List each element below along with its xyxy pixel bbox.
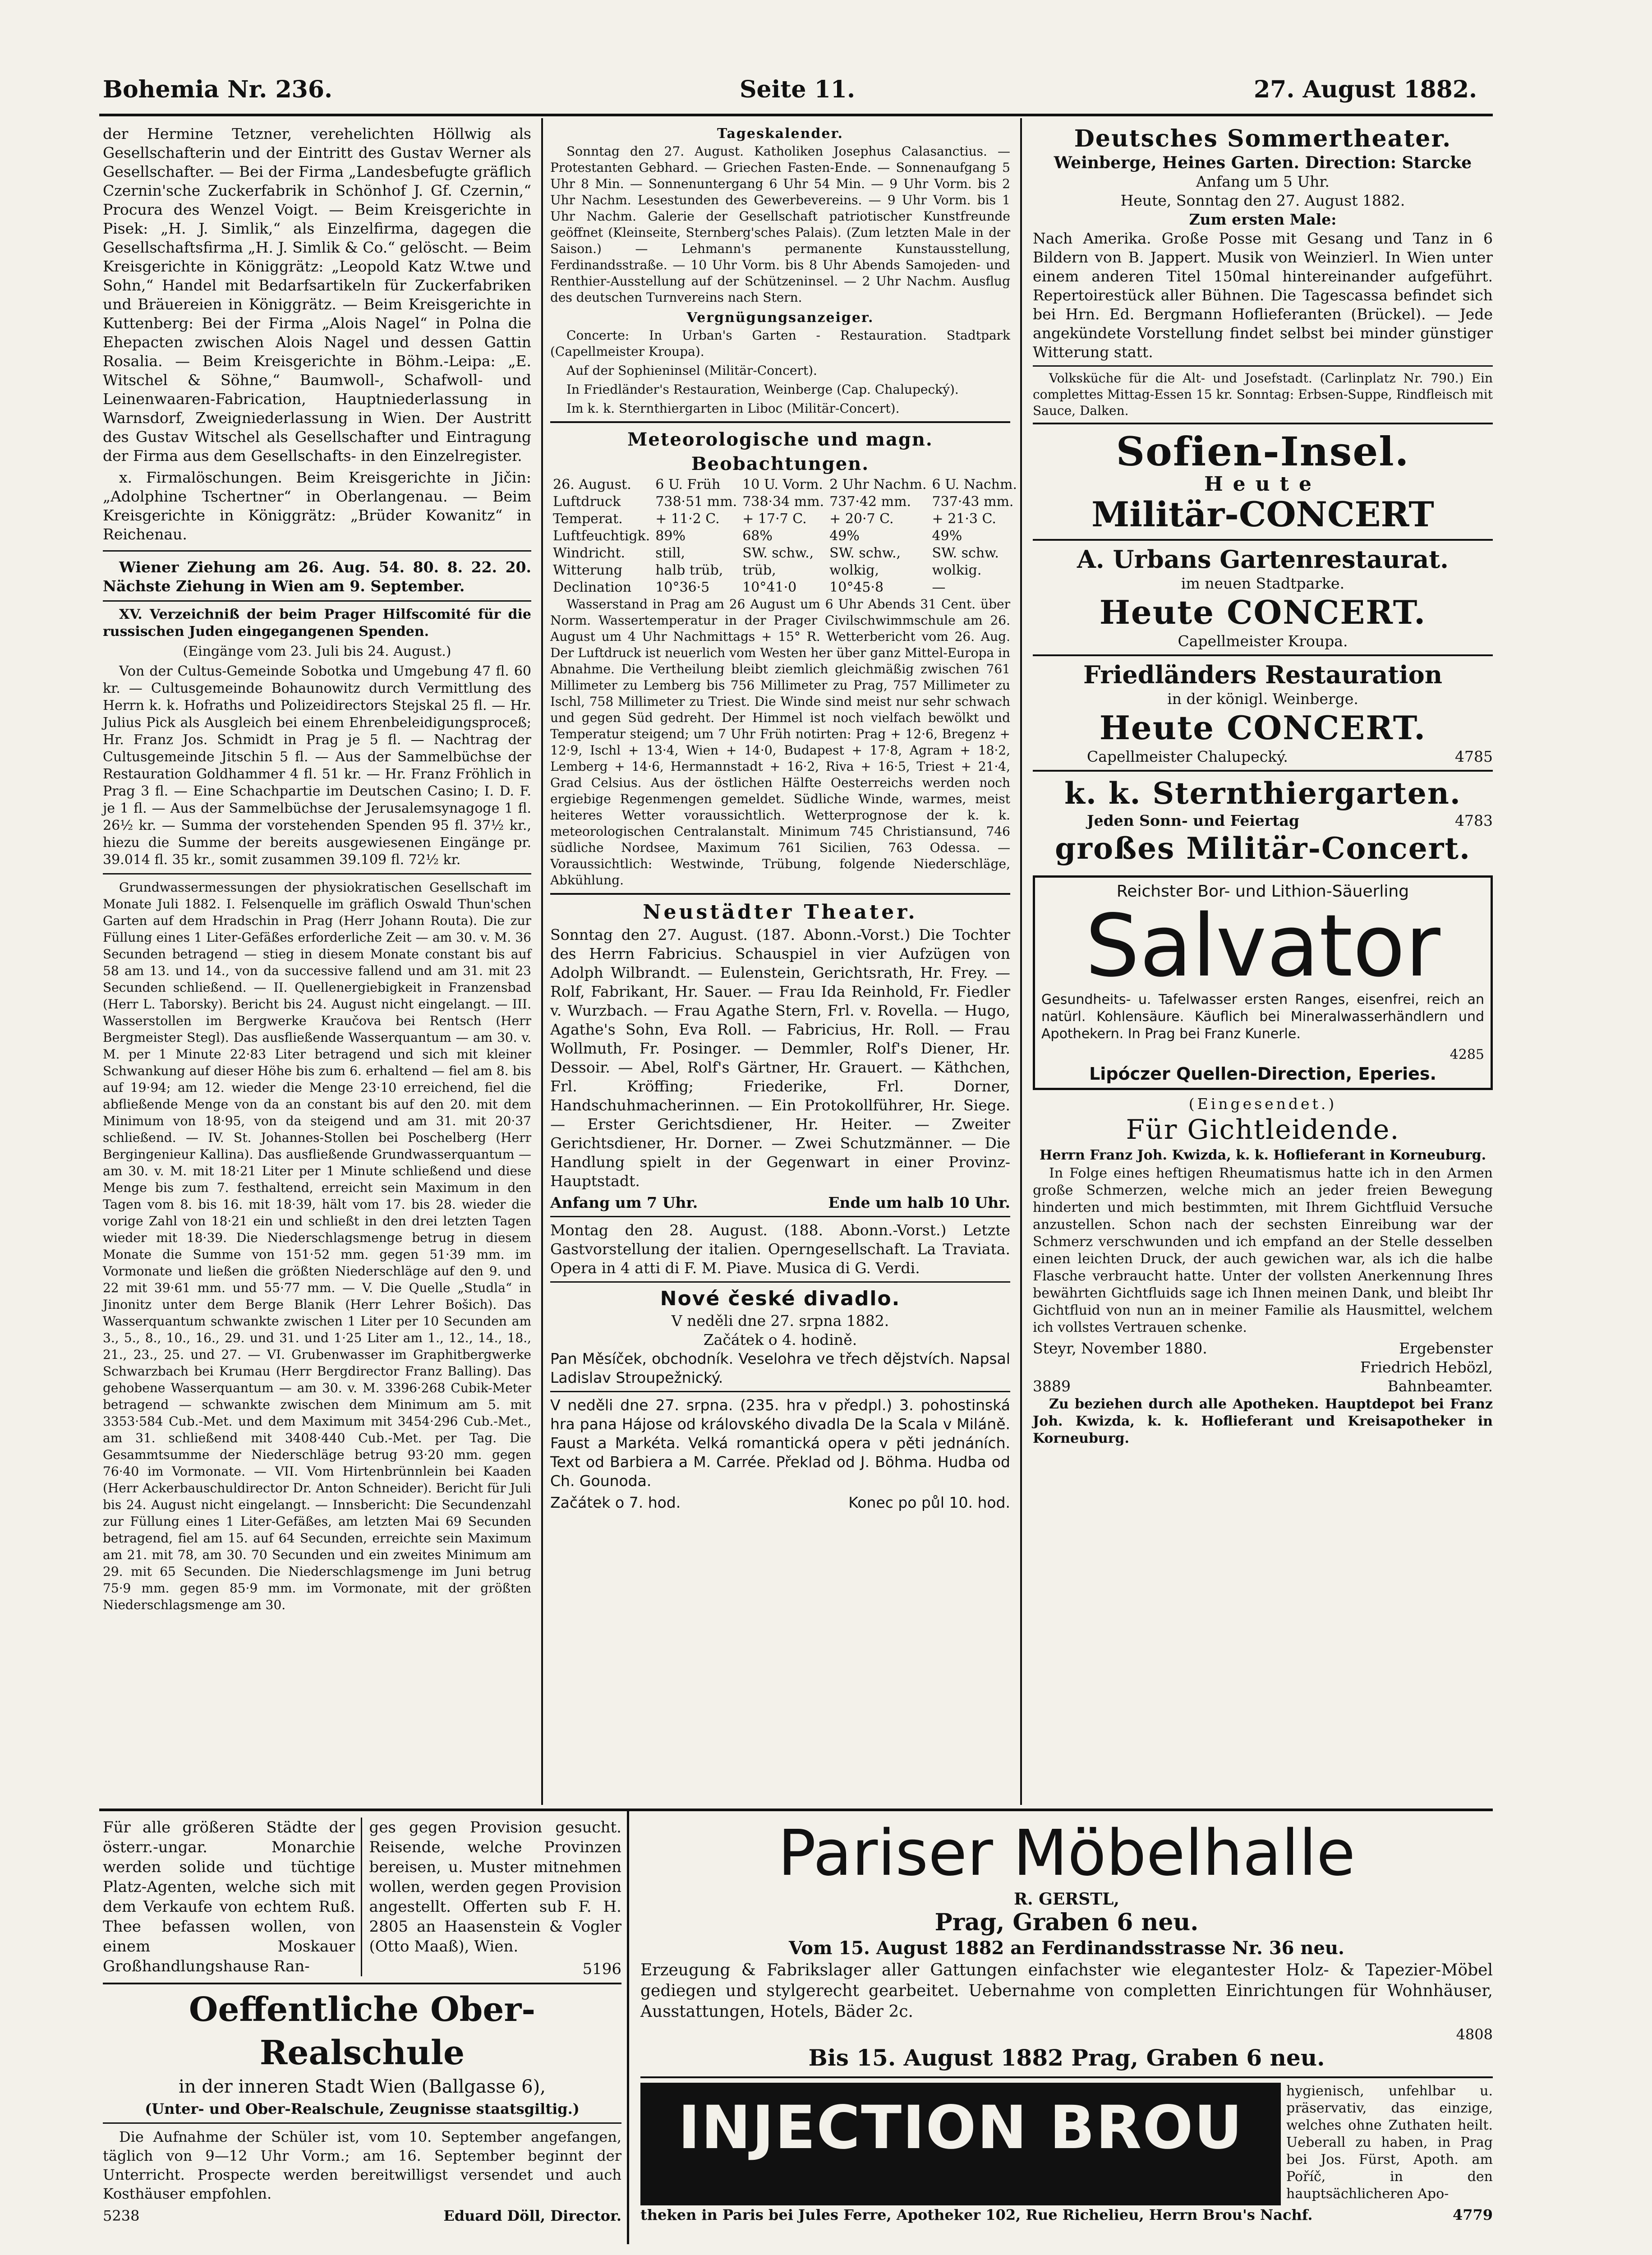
czech-start-2: Začátek o 7. hod.	[550, 1494, 681, 1511]
fried-title: Friedländers Restauration	[1083, 660, 1442, 689]
brou-num: 4779	[1452, 2206, 1493, 2223]
school-sign: Eduard Döll, Director.	[443, 2207, 621, 2224]
divider	[1033, 423, 1493, 424]
table-row: Witterung halb trüb, trüb, wolkig, wolkig.	[553, 562, 982, 578]
theatre-start: Anfang um 7 Uhr.	[550, 1194, 698, 1211]
gicht-num-row	[1033, 1377, 1493, 1396]
amusement-line: Concerte: In Urban's Garten - Restauration. Stadtpark (Capellmeister Kroupa).	[550, 328, 1010, 359]
divider	[550, 1216, 1010, 1217]
theatre-title: Neustädter Theater.	[643, 901, 918, 924]
salvator-name: Salvator	[1085, 896, 1440, 996]
brou-footer-row	[640, 2205, 1493, 2224]
lottery-results: Wiener Ziehung am 26. Aug. 54. 80. 8. 22. 20. Nächste Ziehung in Wien am 9. September.	[103, 558, 531, 595]
czech-date: V neděli dne 27. srpna 1882.	[671, 1312, 889, 1330]
theatre-end: Ende um halb 10 Uhr.	[828, 1194, 1010, 1211]
groundwater-report: Grundwassermessungen der physiokratischen Gesellschaft im Monate Juli 1882. I. Felsenquelle im gräflich Oswald Thun'schen Garten auf dem Hradschin in Prag (Herr Johann Routa). Die zur Füllung eines 1 Liter-Gefäßes erforderliche Zeit — am 30. v. M. 36 Secunden betragend — stieg in diesem Monate constant bis auf 58 am 13. und 14., von da successive fallend und am 31. mit 23 Secunden schließend. — II. Quellenergiebigkeit in Franzensbad (Herr L. Taborsky). Bericht bis 24. August nicht eingelangt. — III. Wasserstollen im Bergwerke Kraučova bei Rentsch (Herr Bergmeister Stegl). Das ausfließende Wasserquantum — am 30. v. M. per 1 Minute 22·83 Liter betragend und sich mit kleiner Schwankung auf dieser Höhe bis zum 6. erhaltend — fiel am 8. bis auf 19·94; am 12. wieder die Menge 23·10 erreichend, fiel die abfließende Menge von da an constant bis auf den 20. mit dem Minimum von 18·95, von da steigend und am 31. mit 20·37 schließend. — IV. St. Johannes-Stollen bei Poschelberg (Herr Bergingenieur Kallina). Das ausfließende Grundwasserquantum — am 30. v. M. mit 18·21 Liter per 1 Minute schließend und diese Menge bis zum 7. festhaltend, erreicht sein Maximum in den Tagen vom 8. bis 16. mit 18·39, hält vom 17. bis 28. wieder die vorige Zahl von 18·21 ein und schließt in den drei letzten Tagen wieder mit 18·39. Die Niederschlagsmenge betrug in diesem Monate die Summe von 151·52 mm. gegen 51·39 mm. im Vormonate und ließen die größten Niederschläge auf den 9. und 22 mit 39·61 mm. und 55·77 mm. — V. Die Quelle „Studla“ in Jinonitz unter dem Berge Blanik (Herr Lehrer Bošich). Das Wasserquantum schwankte zwischen 1 Liter per 10 Secunden am 3., 5., 8., 10., 16., 29. und 31. und 1·25 Liter am 1., 12., 14., 18., 21., 23., 25. und 27. — VI. Grubenwasser im Graphitbergwerke Schwarzbach bei Krumau (Herr Bergdirector Franz Balling). Das gehobene Wasserquantum — am 30. v. M. 3396·268 Cubik-Meter betragend — schwankte zwischen dem Minimum am 5. mit 3353·584 Cub.-Met. und dem Maximum mit 3454·296 Cub.-Met., am 31. schließend mit 3408·440 Cub.-Met. per Tag. Die Gesammtsumme der Niederschläge betrug 93·20 mm. gegen 76·40 im Vormonate. — VII. Vom Hirtenbrünnlein bei Kaaden (Herr Ackerbauschuldirector Dr. Anton Schneider). Bericht für Juli bis 24. August nicht eingelangt. — Innsbericht: Die Secundenzahl zur Füllung eines 1 Liter-Gefäßes, am letzten Mai 69 Secunden betragend, fiel am 15. auf 64 Secunden, erreichte sein Maximum am 21. mit 78, am 30. 70 Secunden und ein zweites Minimum am 29. mit 65 Secunden. Die Niederschlagsmenge im Juni betrug 75·9 mm. gegen 85·9 mm. im Vormonate, mit der größten Niederschlagsmenge am 30.	[103, 880, 531, 1612]
summer-theatre-sub: Weinberge, Heines Garten. Direction: Starcke	[1054, 153, 1472, 172]
moebel-title: Pariser Möbelhalle	[778, 1817, 1356, 1890]
firm-deletions: x. Firmalöschungen. Beim Kreisgerichte in Jičin: „Adolphine Tschertner“ in Oberlangenau. — Beim Kreisgerichte in Königgrätz: „Brüder Kowanitz“ in Reichenau.	[103, 469, 531, 543]
sofien-title: Sofien-Insel.	[1116, 428, 1410, 475]
gicht-address: Herrn Franz Joh. Kwizda, k. k. Hoflieferant in Korneuburg.	[1039, 1147, 1486, 1163]
brou-side: hygienisch, unfehlbar u. präservativ, das einzige, welches ohne Zuthaten heilt. Ueberall zu haben, in Prag bei Jos. Fürst, Apoth. am Poříč, in den hauptsächlicheren Apo-	[1286, 2083, 1493, 2202]
bottom-rule	[99, 1809, 1493, 1811]
divider	[1033, 770, 1493, 772]
table-row: Luftdruck 738·51 mm. 738·34 mm. 737·42 mm. 737·43 mm.	[553, 494, 1014, 510]
school-sub2: (Unter- und Ober-Realschule, Zeugnisse staatsgiltig.)	[145, 2100, 580, 2117]
salvator-direction: Lipóczer Quellen-Direction, Eperies.	[1089, 1064, 1436, 1084]
divider	[103, 1983, 621, 1984]
moebel-ad	[640, 1818, 1493, 2224]
divider	[550, 893, 1010, 895]
moebel-city: Prag, Graben 6 neu.	[934, 1909, 1199, 1936]
urban-title: A. Urbans Gartenrestaurat.	[1077, 545, 1449, 574]
summer-theatre-title: Deutsches Sommertheater.	[1074, 125, 1452, 152]
divider	[550, 421, 1010, 423]
salvator-num: 4285	[1450, 1047, 1484, 1063]
fried-heute: Heute CONCERT.	[1099, 709, 1427, 747]
czech-play: Pan Měsíček, obchodník. Veselohra ve třech dějstvích. Napsal Ladislav Stroupežnický.	[550, 1350, 1010, 1386]
column-rule-1	[541, 118, 543, 1805]
gicht-sign1: Ergebenster	[1399, 1339, 1493, 1357]
school-text: Die Aufnahme der Schüler ist, vom 10. September angefangen, täglich von 9—12 Uhr Vorm.; am 16. September beginnt der Unterricht. Prospecte werden bereitwilligst versendet und auch Kosthäuser empfohlen.	[103, 2128, 621, 2202]
czech-theatre-title: Nové české divadlo.	[660, 1287, 901, 1310]
school-footer	[103, 2206, 621, 2226]
column-rule-2	[1020, 118, 1022, 1805]
donations-subtitle: (Eingänge vom 23. Juli bis 24. August.)	[183, 644, 451, 659]
stern-title: k. k. Sternthiergarten.	[1064, 776, 1461, 811]
moebel-num: 4808	[1456, 2026, 1493, 2043]
gicht-text: In Folge eines heftigen Rheumatismus hatte ich in den Armen große Schmerzen, welche mich an jeder freien Bewegung hinderten und mich bestimmten, mit Ihrem Gichtfluid Versuche anzustellen. Schon nach der sechsten Einreibung war der Schmerz verschwunden und ich empfand an der Stelle desselben einen leichten Druck, der auch gewichen war, als ich die halbe Flasche verbraucht hatte. Unter der vollsten Anerkennung Ihres bewährten Gichtfluids sage ich Ihnen meinen Dank, und bleibt Ihr Gichtfluid von nun an in meiner Familie als Hausmittel, welchem ich vollstes Vertrauen schenke.	[1033, 1165, 1493, 1335]
brou-title: INJECTION BROU	[640, 2083, 1281, 2205]
salvator-text: Gesundheits- u. Tafelwasser ersten Ranges, eisenfrei, reich an natürl. Kohlensäure. Käuflich bei Mineralwasserhändlern und Apothekern. In Prag bei Franz Kunerle.	[1041, 992, 1484, 1042]
divider	[550, 1281, 1010, 1283]
agents-num: 5196	[582, 1960, 621, 1978]
summer-start: Anfang um 5 Uhr.	[1196, 173, 1330, 190]
theatre-monday: Montag den 28. August. (188. Abonn.-Vorst.) Letzte Gastvorstellung der italien. Operngesellschaft. La Traviata. Opera in 4 atti di F. M. Piave. Musica di G. Verdi.	[550, 1221, 1010, 1277]
gicht-title: Für Gichtleidende.	[1126, 1114, 1400, 1146]
czech-end-2: Konec po půl 10. hod.	[848, 1494, 1010, 1511]
urban-heute: Heute CONCERT.	[1099, 593, 1427, 631]
stern-sub: Jeden Sonn- und Feiertag	[1087, 812, 1299, 829]
weather-report: Wasserstand in Prag am 26 August um 6 Uhr Abends 31 Cent. über Norm. Wassertemperatur in der Prager Civilschwimmschule am 26. August um 4 Uhr Nachmittags + 15° R. Wetterbericht vom 26. Aug. Der Luftdruck ist neuerlich vom Westen her über ganz Mittel-Europa in Abnahme. Die Vertheilung bleibt ziemlich gleichmäßig zwischen 761 Millimeter zu Lemberg bis 756 Millimeter zu Prag, 757 Millimeter zu Ischl, 758 Millimeter zu Triest. Die Winde sind meist nur sehr schwach und gegen Süd gedreht. Der Himmel ist noch vielfach bewölkt und Temperatur steigend; um 7 Uhr Früh notirten: Prag + 12·6, Bregenz + 12·9, Ischl + 13·4, Wien + 14·0, Budapest + 17·8, Agram + 18·2, Lemberg + 14·6, Hermannstadt + 16·2, Riva + 16·5, Triest + 21·4, Grad Celsius. Aus der östlichen Hälfte Oesterreichs werden noch ergiebige Regenmengen gemeldet. Südliche Winde, warmes, meist heiteres Wetter voraussichtlich. Wetterprognose der k. k. meteorologischen Centralanstalt. Minimum 745 Christiansund, 746 südliche Nordsee, Maximum 761 Sicilien, 763 Odessa. — Voraussichtlich: Westwinde, Trübung, folgende Niederschläge, Abkühlung.	[550, 597, 1010, 888]
sofien-concert: Militär-CONCERT	[1091, 494, 1434, 534]
summer-text: Nach Amerika. Große Posse mit Gesang und Tanz in 6 Bildern von B. Jappert. Musik von Weinzierl. In Wien unter einem anderen Titel 150mal hintereinander aufgeführt. Repertoirestück aller Bühnen. Die Tagescassa befindet sich bei Hrn. Ed. Bergmann Hoflieferanten (Brückel). — Jede angekündete Vorstellung findet selbst bei minder günstiger Witterung statt.	[1033, 230, 1493, 361]
agents-ad	[103, 1818, 621, 2226]
table-row: 26. August. 6 U. Früh 10 U. Vorm. 2 Uhr Nachm. 6 U. Nachm.	[553, 477, 1017, 492]
czech-start: Začátek o 4. hodině.	[703, 1331, 857, 1348]
gicht-label: (Eingesendet.)	[1188, 1095, 1337, 1113]
divider	[103, 2122, 621, 2124]
stern-line	[1033, 811, 1493, 830]
summer-date: Heute, Sonntag den 27. August 1882.	[1120, 192, 1405, 209]
gicht-place: Steyr, November 1880.	[1033, 1339, 1207, 1357]
calendar-text: Sonntag den 27. August. Katholiken Josephus Calasanctius. — Protestanten Gebhard. — Griechen Fasten-Ende. — Sonnenaufgang 5 Uhr 8 Min. — Sonnenuntergang 6 Uhr 54 Min. — 9 Uhr Vorm. bis 2 Uhr Nachm. Lesestunden des Gewerbevereins. — 9 Uhr Vorm. bis 1 Uhr Nachm. Galerie der Gesellschaft patriotischer Kunstfreunde geöffnet (Kleinseite, Sternberg'sches Palais). (Zum letzten Male in der Saison.) — Lehmann's permanente Kunstausstellung, Ferdinandsstraße. — 10 Uhr Vorm. bis 8 Uhr Abends Samojeden- und Renthier-Ausstellung auf der Schützeninsel. — 2 Uhr Nachm. Ausflug des deutschen Turnvereins nach Stern.	[550, 144, 1010, 305]
fried-sub: in der königl. Weinberge.	[1167, 690, 1358, 708]
czech-play-2: V neděli dne 27. srpna. (235. hra v předpl.) 3. pohostinská hra pana Hájose od královského divadla De la Scala v Miláně. Faust a Markéta. Velká romantická opera v pěti jednáních. Text od Barbiera a M. Carrée. Překlad od J. Böhma. Hudba od Ch. Gounoda.	[550, 1396, 1010, 1490]
table-row: Temperat. + 11·2 C. + 17·7 C. + 20·7 C. + 21·3 C.	[553, 511, 996, 527]
divider	[1033, 539, 1493, 541]
meteo-title: Meteorologische und magn. Beobachtungen.	[627, 429, 933, 474]
agents-right: ges gegen Provision gesucht. Reisende, welche Provinzen bereisen, u. Muster mitnehmen wollen, werden gegen Provision angestellt. Offerten sub F. H. 2805 an Haasenstein & Vogler (Otto Maaß), Wien.	[369, 1818, 621, 1956]
calendar-title: Tageskalender.	[717, 126, 843, 142]
divider	[1033, 365, 1493, 367]
brou-row	[640, 2083, 1493, 2205]
header-center: Seite 11.	[740, 76, 856, 103]
amusement-line: Im k. k. Sternthiergarten in Liboc (Militär-Concert).	[566, 401, 900, 416]
header-rule	[99, 114, 1493, 116]
gicht-sign2: Friedrich Hebözl,	[1360, 1358, 1493, 1376]
column-1	[103, 124, 531, 1616]
school-title: Oeffentliche Ober-Realschule	[189, 1990, 536, 2072]
divider	[103, 550, 531, 552]
header-right: 27. August 1882.	[1254, 76, 1477, 103]
soup-kitchen: Volksküche für die Alt- und Josefstadt. (Carlinplatz Nr. 790.) Ein complettes Mittag-Essen 15 kr. Sonntag: Erbsen-Suppe, Rindfleisch mit Sauce, Dalken.	[1033, 371, 1493, 418]
brou-footer: theken in Paris bei Jules Ferre, Apotheker 102, Rue Richelieu, Herrn Brou's Nachf.	[640, 2206, 1313, 2223]
divider	[640, 2076, 1493, 2078]
salvator-top: Reichster Bor- und Lithion-Säuerling	[1116, 882, 1409, 901]
amusement-title: Vergnügungsanzeiger.	[686, 310, 874, 326]
donations-title: XV. Verzeichniß der beim Prager Hilfscomité für die russischen Juden eingegangenen Spenden.	[103, 607, 531, 640]
gicht-place-row	[1033, 1339, 1493, 1358]
sofien-heute: Heute	[1204, 473, 1321, 496]
school-num: 5238	[103, 2207, 140, 2224]
theatre-times	[550, 1193, 1010, 1212]
divider	[103, 873, 531, 874]
divider	[103, 600, 531, 602]
table-row: Declination 10°36·5 10°41·0 10°45·8 —	[553, 580, 946, 595]
moebel-line2: Erzeugung & Fabrikslager aller Gattungen einfachster wie elegantester Holz- & Tapezier-Möbel gediegen und stylgerecht gearbeitet. Uebernahme von completten Einrichtungen für Wohnhäuser, Ausstattungen, Hotels, Bäder 2c.	[640, 1961, 1493, 2021]
amusement-line: Auf der Sophieninsel (Militär-Concert).	[566, 363, 817, 378]
theatre-text: Sonntag den 27. August. (187. Abonn.-Vorst.) Die Tochter des Herrn Fabricius. Schauspiel in vier Aufzügen von Adolph Wilbrandt. — Eulenstein, Gerichtsrath, Hr. Frey. — Rolf, Fabrikant, Hr. Sauer. — Frau Ida Reinhold, Fr. Fiedler v. Wurzbach. — Frau Agathe Stern, Frl. v. Rovella. — Hugo, Agathe's Sohn, Eva Roll. — Fabricius, Hr. Roll. — Frau Wollmuth, Fr. Posinger. — Demmler, Rolf's Diener, Hr. Dessoir. — Abel, Rolf's Gärtner, Hr. Grauert. — Käthchen, Frl. Kröffing; Friederike, Frl. Dorner, Handschuhmacherinnen. — Ein Protokollführer, Hr. Siege. — Erster Gerichtsdiener, Hr. Heiter. — Zweiter Gerichtsdiener, Hr. Dorner. — Zwei Schutzmänner. — Die Handlung spielt in der Gegenwart in einer Provinz-Hauptstadt.	[550, 926, 1010, 1190]
summer-first: Zum ersten Male:	[1189, 211, 1337, 228]
amusement-line: In Friedländer's Restauration, Weinberge (Cap. Chalupecký).	[566, 382, 959, 397]
salvator-ad	[1033, 875, 1493, 1090]
moebel-name: R. GERSTL,	[1014, 1890, 1119, 1909]
divider	[550, 1391, 1010, 1392]
meteo-table	[550, 476, 1020, 596]
column-3	[1033, 124, 1493, 1450]
gicht-sign3: Bahnbeamter.	[1387, 1377, 1493, 1395]
urban-sub: im neuen Stadtparke.	[1181, 575, 1345, 592]
urban-cap: Capellmeister Kroupa.	[1178, 632, 1348, 650]
header-left: Bohemia Nr. 236.	[103, 76, 333, 103]
agents-left: Für alle größeren Städte der österr.-ungar. Monarchie werden solide und tüchtige Platz-Agenten, welche sich mit dem Verkaufe von echtem Ruß. Thee befassen wollen, von einem Moskauer Großhandlungshause Ran-	[103, 1818, 362, 1976]
fried-cap: Capellmeister Chalupecký.	[1087, 748, 1288, 765]
stern-num: 4783	[1455, 812, 1493, 829]
bottom-column-rule	[627, 1811, 629, 2244]
czech-times	[550, 1493, 1010, 1512]
gicht-footer: Zu beziehen durch alle Apotheken. Hauptdepot bei Franz Joh. Kwizda, k. k. Hoflieferant und Kreisapotheker in Korneuburg.	[1033, 1396, 1493, 1446]
divider	[1033, 654, 1493, 656]
fried-num: 4785	[1455, 748, 1493, 765]
moebel-until: Bis 15. August 1882 Prag, Graben 6 neu.	[808, 2044, 1325, 2071]
gicht-num: 3889	[1033, 1377, 1071, 1395]
donations-text: Von der Cultus-Gemeinde Sobotka und Umgebung 47 fl. 60 kr. — Cultusgemeinde Bohaunowitz durch Vermittlung des Herrn k. k. Hofraths und Polizeidirectors Stejskal 25 fl. — Hr. Julius Pick als Ausgleich bei einem Ehrenbeleidigungsproceß; Hr. Franz Jos. Schmidt in Prag je 5 fl. — Nachtrag der Cultusgemeinde Jitschin 5 fl. — Aus der Sammelbüchse der Restauration Goldhammer 4 fl. 51 kr. — Hr. Franz Fröhlich in Prag 3 fl. — Eine Schachpartie im Deutschen Casino; I. D. F. je 1 fl. — Aus der Sammelbüchse der Jerusalemsynagoge 1 fl. 26½ kr. — Summa der vorstehenden Spenden 95 fl. 37½ kr., hiezu die Summe der bereits ausgewiesenen Eingänge pr. 39.014 fl. 35 kr., somit zusammen 39.109 fl. 72½ kr.	[103, 663, 531, 868]
school-sub1: in der inneren Stadt Wien (Ballgasse 6),	[179, 2076, 546, 2097]
register-text: der Hermine Tetzner, verehelichten Höllwig als Gesellschafterin und der Eintritt des Gustav Werner als Gesellschafter. — Bei der Firma „Landesbefugte gräflich Czernin'sche Zuckerfabrik in Schönhof J. Gf. Czernin,“ Procura des Wenzel Voigt. — Beim Kreisgerichte in Pisek: „H. J. Simlik,“ als Einzelfirma, dagegen die Gesellschaftsfirma „H. J. Simlik & Co.“ gelöscht. — Beim Kreisgerichte in Königgrätz: „Leopold Katz W.twe und Sohn,“ Handel mit Bedarfsartikeln für Zuckerfabriken und Bräuereien in Königgrätz. — Beim Kreisgerichte in Kuttenberg: Bei der Firma „Alois Nagel“ in Polna die Ehepacten zwischen Alois Nagel und dessen Gattin Rosalia. — Beim Kreisgerichte in Böhm.-Leipa: „E. Witschel & Söhne,“ Baumwoll-, Schafwoll- und Leinenwaaren-Fabrication, Hauptniederlassung in Warnsdorf, Zweigniederlassung in Wien. Der Austritt des Gustav Witschel als Gesellschafter und Eintragung der Firma aus dem Gesellschafts- in den Einzelregister.	[103, 125, 531, 465]
moebel-line1: Vom 15. August 1882 an Ferdinandsstrasse Nr. 36 neu.	[789, 1937, 1344, 1959]
fried-footer	[1033, 747, 1493, 766]
column-2	[550, 124, 1017, 1512]
table-row: Windricht. still, SW. schw., SW. schw., SW. schw.	[553, 545, 999, 561]
stern-concert: großes Militär-Concert.	[1055, 831, 1471, 866]
table-row: Luftfeuchtigk. 89% 68% 49% 49%	[553, 528, 962, 544]
